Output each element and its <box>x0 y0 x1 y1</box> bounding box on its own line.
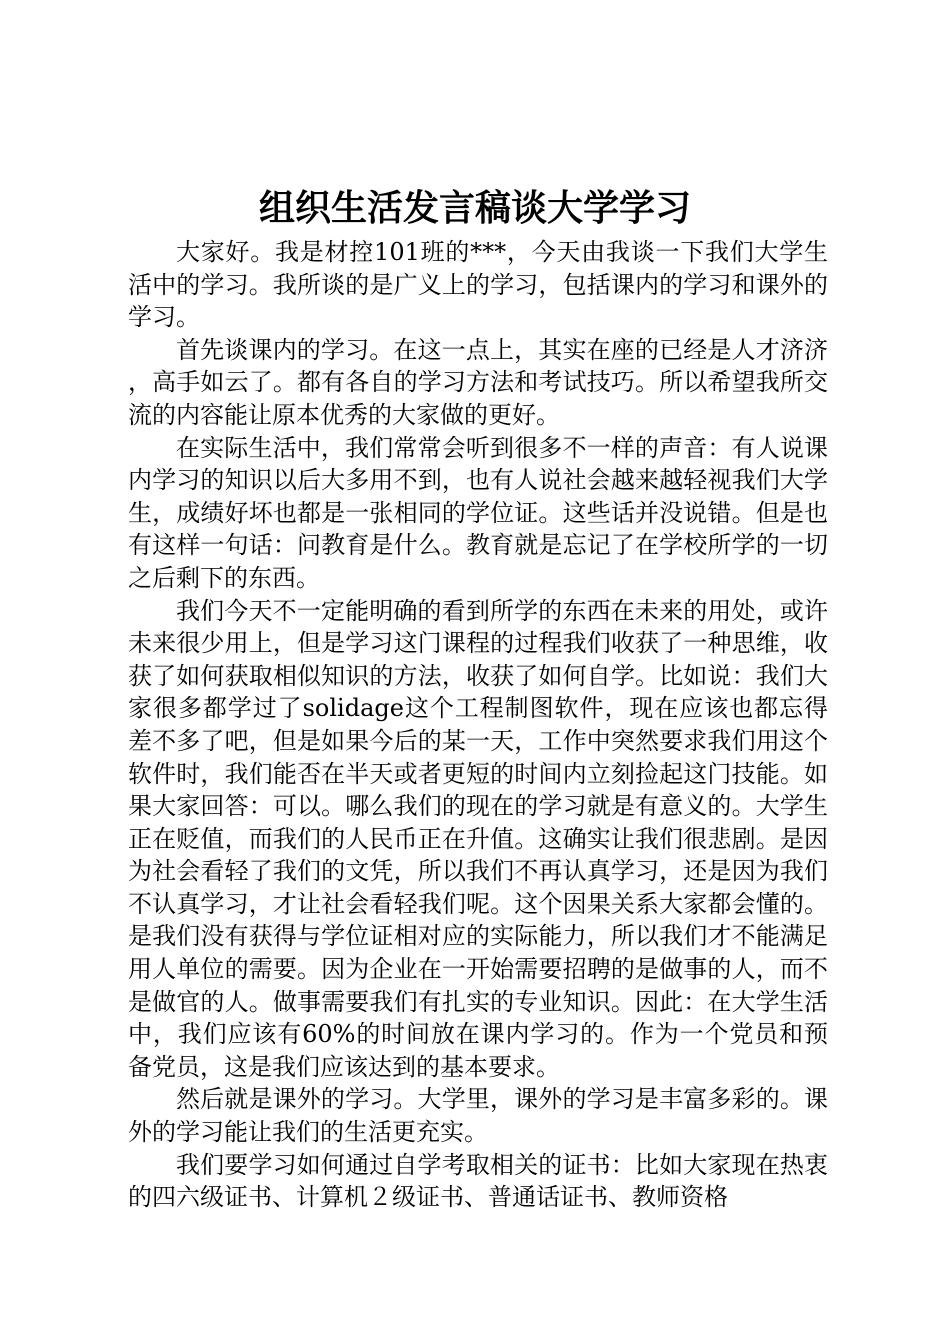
paragraph-certificates: 我们要学习如何通过自学考取相关的证书：比如大家现在热衷的四六级证书、计算机２级证书、普通话证书、教师资格 <box>128 1150 828 1212</box>
paragraph-learning-value: 我们今天不一定能明确的看到所学的东西在未来的用处，或许未来很少用上，但是学习这门课程的过程我们收获了一种思维，收获了如何获取相似知识的方法，收获了如何自学。比如说：我们大家很多都学过了solidage这个工程制图软件，现在应该也都忘得差不多了吧，但是如果今后的某一天，工作中突然要求我们用这个软件时，我们能否在半天或者更短的时间内立刻捡起这门技能。如果大家回答：可以。哪么我们的现在的学习就是有意义的。大学生正在贬值，而我们的人民币正在升值。这确实让我们很悲剧。是因为社会看轻了我们的文凭，所以我们不再认真学习，还是因为我们不认真学习，才让社会看轻我们呢。这个因果关系大家都会懂的。是我们没有获得与学位证相对应的实际能力，所以我们才不能满足用人单位的需要。因为企业在一开始需要招聘的是做事的人，而不是做官的人。做事需要我们有扎实的专业知识。因此：在大学生活中，我们应该有60%的时间放在课内学习的。作为一个党员和预备党员，这是我们应该达到的基本要求。 <box>128 596 828 1081</box>
document-title: 组织生活发言稿谈大学学习 <box>258 187 691 229</box>
paragraph-different-voices: 在实际生活中，我们常常会听到很多不一样的声音：有人说课内学习的知识以后大多用不到，也有人说社会越来越轻视我们大学生，成绩好坏也都是一张相同的学位证。这些话并没说错。但是也有这样一句话：问教育是什么。教育就是忘记了在学校所学的一切之后剩下的东西。 <box>128 433 828 592</box>
paragraph-in-class-intro: 首先谈课内的学习。在这一点上，其实在座的已经是人才济济，高手如云了。都有各自的学习方法和考试技巧。所以希望我所交流的内容能让原本优秀的大家做的更好。 <box>128 335 828 429</box>
paragraph-extracurricular-intro: 然后就是课外的学习。大学里，课外的学习是丰富多彩的。课外的学习能让我们的生活更充实。 <box>128 1085 828 1147</box>
paragraph-greeting: 大家好。我是材控101班的***，今天由我谈一下我们大学生活中的学习。我所谈的是广义上的学习，包括课内的学习和课外的学习。 <box>128 238 828 332</box>
document-body <box>128 236 828 1214</box>
